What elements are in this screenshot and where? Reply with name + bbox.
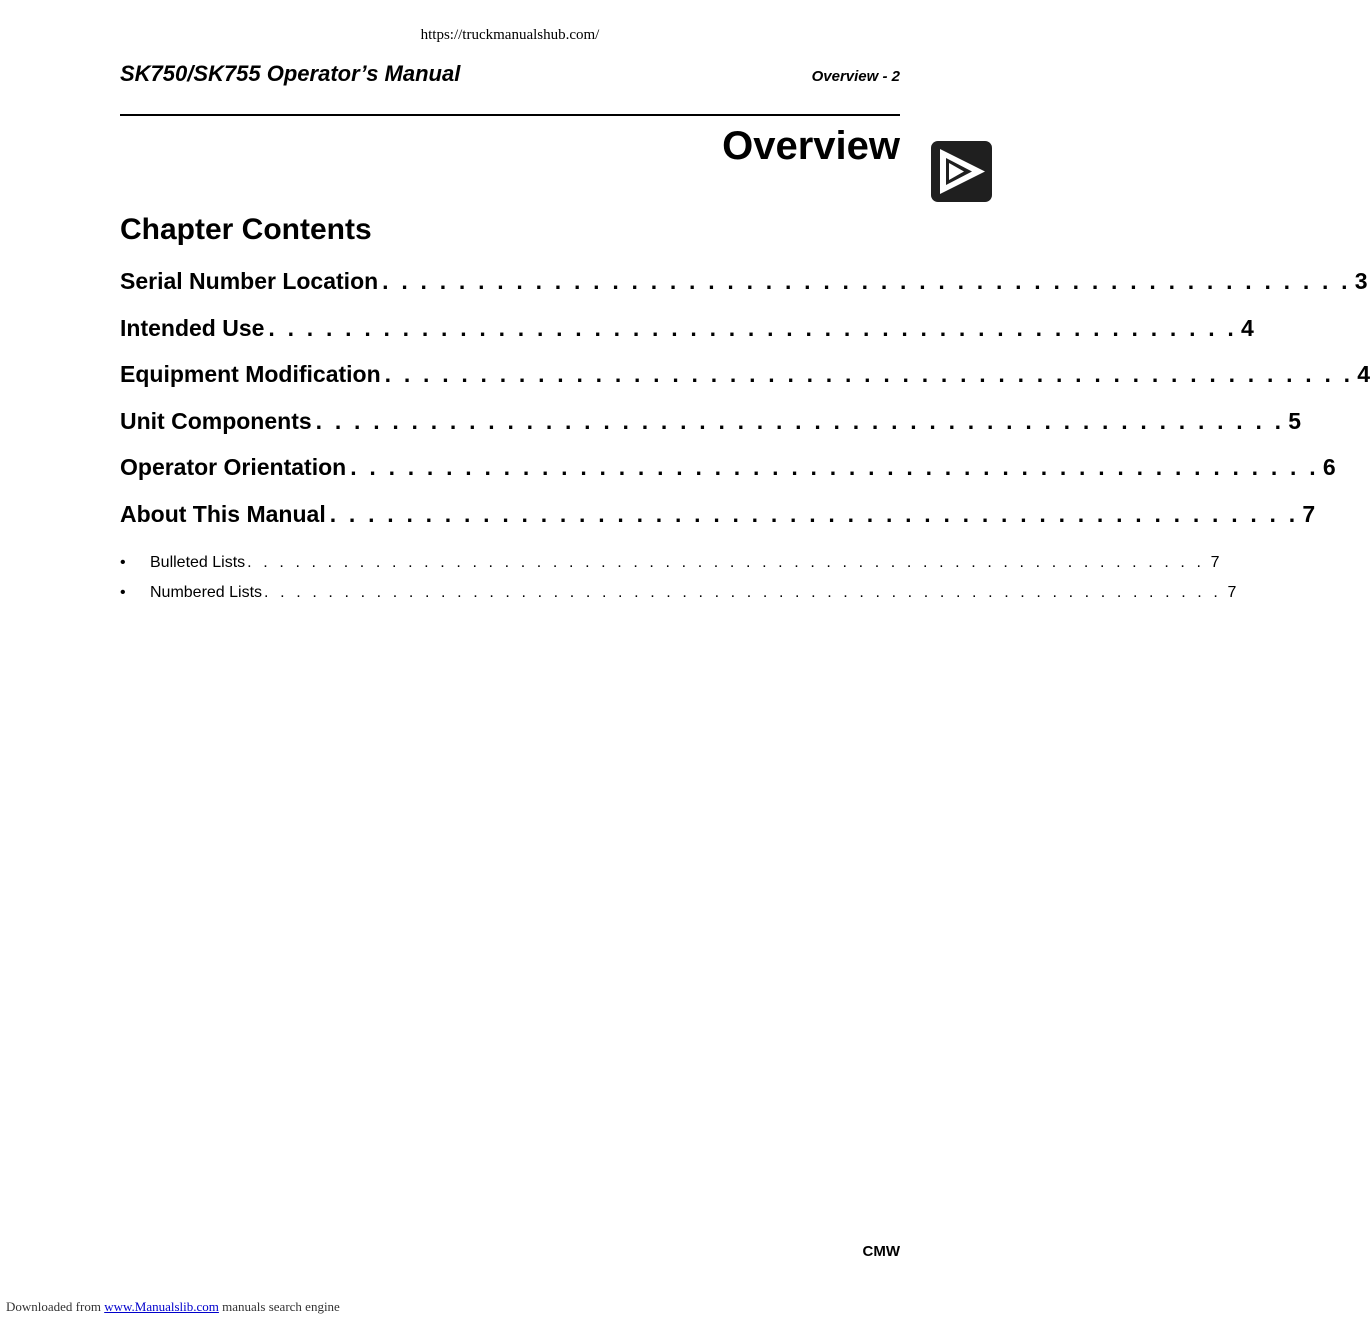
toc-entry-unit-components[interactable] xyxy=(120,407,1302,455)
toc-entry-intended-use[interactable] xyxy=(120,314,1254,362)
toc-entry-label: Equipment Modification xyxy=(120,361,381,388)
toc-entry-label: Operator Orientation xyxy=(120,454,347,481)
subtoc-entry-page: 7 xyxy=(1227,584,1237,601)
dot-leader: . . . . . . . . . . . . . . . . . . . . . . . . . . . . . . . . . . . . . . . . . . . . . . . . . . . xyxy=(350,454,1319,481)
manual-title: SK750/SK755 Operator’s Manual xyxy=(120,61,461,86)
page-label: Overview - 2 xyxy=(811,68,900,85)
bullet: • xyxy=(120,584,126,601)
header-divider xyxy=(120,114,900,116)
toc-entry-page: 4 xyxy=(1357,361,1370,388)
dot-leader: . . . . . . . . . . . . . . . . . . . . . . . . . . . . . . . . . . . . . . . . . . . . . . . . . . . . . . . . . . . . xyxy=(264,584,1222,601)
toc-entry-page: 3 xyxy=(1354,268,1368,294)
subtoc-entry-label: Numbered Lists xyxy=(150,584,263,601)
dot-leader: . . . . . . . . . . . . . . . . . . . . . . . . . . . . . . . . . . . . . . . . . . . . . . . . . . . xyxy=(315,407,1285,434)
subtoc-entry-numbered-lists[interactable] xyxy=(120,584,1237,614)
source-url[interactable]: https://truckmanualshub.com/ xyxy=(420,27,600,43)
play-arrow-icon xyxy=(931,141,992,202)
chapter-contents-heading: Chapter Contents xyxy=(120,213,372,246)
footer-code: CMW xyxy=(862,1243,900,1260)
chapter-title: Overview xyxy=(722,124,900,168)
toc-entry-label: About This Manual xyxy=(120,500,326,527)
toc-entry-label: Serial Number Location xyxy=(120,268,379,294)
download-suffix: manuals search engine xyxy=(222,1299,340,1314)
toc-entry-about-this-manual[interactable] xyxy=(120,500,1316,548)
dot-leader: . . . . . . . . . . . . . . . . . . . . . . . . . . . . . . . . . . . . . . . . . . . . . . . . . . . xyxy=(268,314,1238,341)
manualslib-link[interactable]: www.Manualslib.com xyxy=(104,1299,219,1314)
downloaded-prefix: Downloaded from xyxy=(6,1299,101,1314)
sub-contents xyxy=(120,554,1237,614)
download-source-line xyxy=(6,1299,340,1315)
bullet: • xyxy=(120,554,126,571)
toc-entry-page: 5 xyxy=(1288,407,1302,434)
toc-entry-page: 6 xyxy=(1322,454,1336,481)
subtoc-entry-page: 7 xyxy=(1210,554,1220,571)
toc-entry-page: 4 xyxy=(1241,314,1254,341)
toc-entry-equipment-modification[interactable] xyxy=(120,361,1370,408)
toc-entry-label: Intended Use xyxy=(120,314,265,341)
dot-leader: . . . . . . . . . . . . . . . . . . . . . . . . . . . . . . . . . . . . . . . . . . . . . . . . . . . xyxy=(384,361,1354,388)
table-of-contents xyxy=(120,268,1370,548)
toc-entry-serial-number-location[interactable] xyxy=(120,268,1368,315)
toc-entry-page: 7 xyxy=(1302,500,1316,527)
subtoc-entry-bulleted-lists[interactable] xyxy=(120,554,1220,584)
subtoc-entry-label: Bulleted Lists xyxy=(150,554,246,571)
dot-leader: . . . . . . . . . . . . . . . . . . . . . . . . . . . . . . . . . . . . . . . . . . . . . . . . . . . xyxy=(382,268,1351,294)
toc-entry-operator-orientation[interactable] xyxy=(120,454,1336,501)
dot-leader: . . . . . . . . . . . . . . . . . . . . . . . . . . . . . . . . . . . . . . . . . . . . . . . . . . . . . . . . . . . . xyxy=(247,554,1205,571)
dot-leader: . . . . . . . . . . . . . . . . . . . . . . . . . . . . . . . . . . . . . . . . . . . . . . . . . . . xyxy=(329,500,1299,527)
toc-entry-label: Unit Components xyxy=(120,407,312,434)
